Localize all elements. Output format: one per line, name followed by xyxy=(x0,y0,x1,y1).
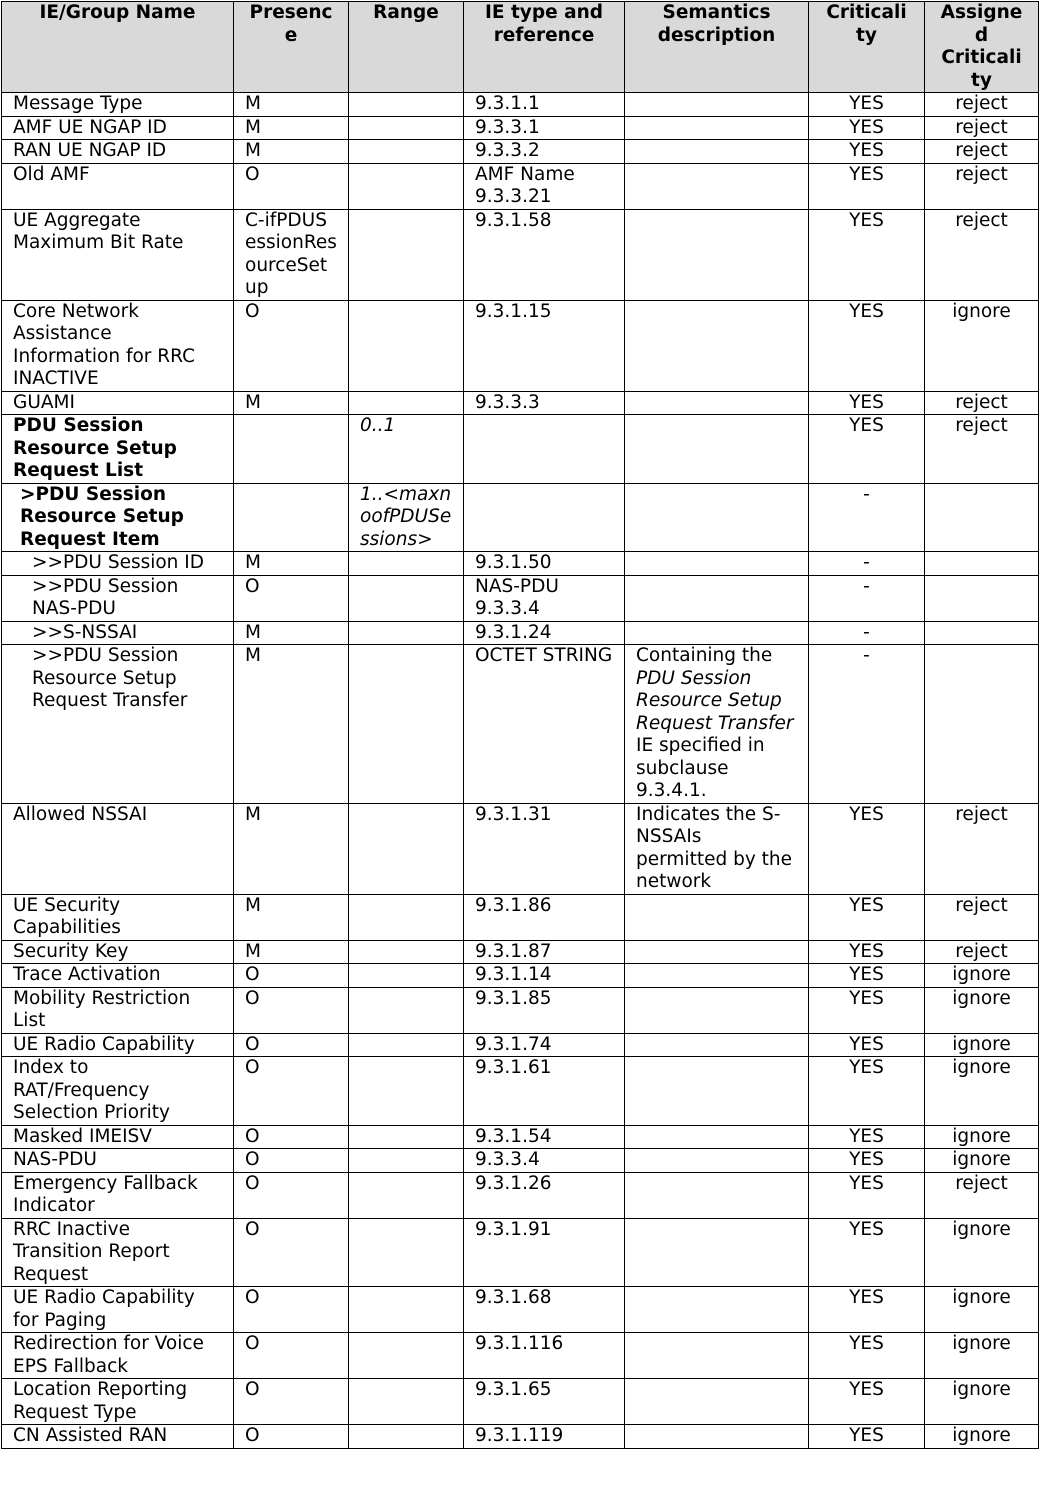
ie-name: >PDU Session Resource Setup Request Item xyxy=(2,483,234,552)
criticality: YES xyxy=(809,1379,925,1425)
ie-name: Redirection for Voice EPS Fallback xyxy=(2,1333,234,1379)
assigned-criticality: ignore xyxy=(925,1333,1039,1379)
ie-type: 9.3.1.15 xyxy=(464,300,625,391)
ie-type: 9.3.1.86 xyxy=(464,894,625,940)
semantics xyxy=(625,140,809,164)
assigned-criticality xyxy=(925,552,1039,576)
semantics xyxy=(625,987,809,1033)
ie-table xyxy=(1,1,1039,1449)
table-row xyxy=(2,940,1039,964)
range xyxy=(349,1425,464,1449)
header-presence xyxy=(234,2,349,93)
assigned-criticality: ignore xyxy=(925,1425,1039,1449)
criticality: YES xyxy=(809,1333,925,1379)
ie-name: GUAMI xyxy=(2,391,234,415)
presence: M xyxy=(234,391,349,415)
ie-type: 9.3.1.87 xyxy=(464,940,625,964)
ie-name: NAS-PDU xyxy=(2,1149,234,1173)
presence: M xyxy=(234,140,349,164)
table-row xyxy=(2,1057,1039,1126)
presence: O xyxy=(234,300,349,391)
table-row xyxy=(2,163,1039,209)
range xyxy=(349,1172,464,1218)
range xyxy=(349,552,464,576)
assigned-criticality: ignore xyxy=(925,1149,1039,1173)
ie-type: 9.3.1.91 xyxy=(464,1218,625,1287)
criticality: YES xyxy=(809,140,925,164)
header-row xyxy=(2,2,1039,93)
criticality: YES xyxy=(809,93,925,117)
criticality: YES xyxy=(809,803,925,894)
ie-name: Trace Activation xyxy=(2,964,234,988)
assigned-criticality: ignore xyxy=(925,987,1039,1033)
ie-type: 9.3.3.2 xyxy=(464,140,625,164)
range: 1..<maxnoofPDUSessions> xyxy=(349,483,464,552)
ie-type: 9.3.1.1 xyxy=(464,93,625,117)
semantics xyxy=(625,621,809,645)
presence: O xyxy=(234,1287,349,1333)
ie-type-line: 9.3.3.21 xyxy=(475,186,552,207)
ie-name: Allowed NSSAI xyxy=(2,803,234,894)
assigned-criticality xyxy=(925,621,1039,645)
ie-type: 9.3.1.61 xyxy=(464,1057,625,1126)
range xyxy=(349,645,464,804)
ie-name: Masked IMEISV xyxy=(2,1125,234,1149)
ie-type: 9.3.1.65 xyxy=(464,1379,625,1425)
table-row xyxy=(2,116,1039,140)
criticality: YES xyxy=(809,116,925,140)
ie-name: PDU Session Resource Setup Request List xyxy=(2,415,234,484)
ie-name: AMF UE NGAP ID xyxy=(2,116,234,140)
table-row xyxy=(2,1287,1039,1333)
ie-name: Mobility Restriction List xyxy=(2,987,234,1033)
semantics-text: IE specified in subclause 9.3.4.1. xyxy=(636,735,765,801)
assigned-criticality: ignore xyxy=(925,1379,1039,1425)
semantics-text: Containing the xyxy=(636,645,773,666)
presence: M xyxy=(234,116,349,140)
range xyxy=(349,1149,464,1173)
semantics xyxy=(625,116,809,140)
ie-name: Location Reporting Request Type xyxy=(2,1379,234,1425)
semantics xyxy=(625,1287,809,1333)
criticality: - xyxy=(809,552,925,576)
table-row xyxy=(2,1218,1039,1287)
table-row xyxy=(2,300,1039,391)
range: 0..1 xyxy=(349,415,464,484)
semantics xyxy=(625,964,809,988)
ie-type: 9.3.1.85 xyxy=(464,987,625,1033)
semantics xyxy=(625,1425,809,1449)
ie-type: 9.3.1.116 xyxy=(464,1333,625,1379)
criticality: YES xyxy=(809,1149,925,1173)
range xyxy=(349,391,464,415)
header-assigned-criticality-label: Assigne d Criticali ty xyxy=(940,2,1023,91)
ie-type-line: NAS-PDU xyxy=(475,575,559,597)
range xyxy=(349,940,464,964)
assigned-criticality: ignore xyxy=(925,300,1039,391)
semantics xyxy=(625,1333,809,1379)
ie-name: >>S-NSSAI xyxy=(2,621,234,645)
range xyxy=(349,1379,464,1425)
table-row xyxy=(2,391,1039,415)
header-range xyxy=(349,2,464,93)
semantics xyxy=(625,1149,809,1173)
presence: O xyxy=(234,1149,349,1173)
table-row xyxy=(2,1379,1039,1425)
ie-name: Emergency Fallback Indicator xyxy=(2,1172,234,1218)
ie-type xyxy=(464,415,625,484)
header-ie-group-name-label: IE/Group Name xyxy=(39,2,196,23)
presence: O xyxy=(234,1172,349,1218)
semantics xyxy=(625,1172,809,1218)
presence: O xyxy=(234,1425,349,1449)
ie-name: UE Radio Capability for Paging xyxy=(2,1287,234,1333)
criticality: YES xyxy=(809,987,925,1033)
ie-type: 9.3.3.3 xyxy=(464,391,625,415)
table-row xyxy=(2,209,1039,300)
assigned-criticality xyxy=(925,483,1039,552)
ie-type: 9.3.3.4 xyxy=(464,1149,625,1173)
table-row xyxy=(2,552,1039,576)
criticality: YES xyxy=(809,940,925,964)
table-row xyxy=(2,1149,1039,1173)
semantics xyxy=(625,894,809,940)
ie-type: 9.3.1.54 xyxy=(464,1125,625,1149)
assigned-criticality: reject xyxy=(925,894,1039,940)
criticality: YES xyxy=(809,964,925,988)
assigned-criticality xyxy=(925,575,1039,621)
ie-type: 9.3.3.1 xyxy=(464,116,625,140)
semantics: Indicates the S-NSSAIs permitted by the network xyxy=(625,803,809,894)
range xyxy=(349,116,464,140)
ie-name: UE Radio Capability xyxy=(2,1033,234,1057)
assigned-criticality: ignore xyxy=(925,1125,1039,1149)
presence: M xyxy=(234,621,349,645)
assigned-criticality: reject xyxy=(925,93,1039,117)
range xyxy=(349,1125,464,1149)
criticality: YES xyxy=(809,1172,925,1218)
criticality: YES xyxy=(809,209,925,300)
header-range-label: Range xyxy=(373,2,439,23)
range xyxy=(349,163,464,209)
range xyxy=(349,140,464,164)
presence: O xyxy=(234,1379,349,1425)
criticality: YES xyxy=(809,1033,925,1057)
ie-type xyxy=(464,575,625,621)
presence: M xyxy=(234,93,349,117)
table-row xyxy=(2,1333,1039,1379)
range xyxy=(349,93,464,117)
ie-name: Core Network Assistance Information for RRC INACTIVE xyxy=(2,300,234,391)
semantics xyxy=(625,645,809,804)
table-row xyxy=(2,803,1039,894)
ie-type: 9.3.1.50 xyxy=(464,552,625,576)
assigned-criticality: ignore xyxy=(925,1287,1039,1333)
presence: O xyxy=(234,1125,349,1149)
semantics xyxy=(625,93,809,117)
header-presence-label: Presenc e xyxy=(249,2,333,46)
ie-type xyxy=(464,163,625,209)
criticality: YES xyxy=(809,415,925,484)
table-row xyxy=(2,1033,1039,1057)
presence xyxy=(234,483,349,552)
semantics xyxy=(625,391,809,415)
semantics-ie-reference: PDU Session Resource Setup Request Transfer xyxy=(636,667,794,734)
presence: O xyxy=(234,987,349,1033)
table-row xyxy=(2,964,1039,988)
presence: O xyxy=(234,575,349,621)
assigned-criticality: reject xyxy=(925,209,1039,300)
ie-type-line: AMF Name xyxy=(475,163,575,185)
table-row xyxy=(2,1172,1039,1218)
range xyxy=(349,894,464,940)
ie-type: 9.3.1.24 xyxy=(464,621,625,645)
criticality: - xyxy=(809,483,925,552)
criticality: - xyxy=(809,621,925,645)
criticality: YES xyxy=(809,1287,925,1333)
table-row-group xyxy=(2,483,1039,552)
range xyxy=(349,803,464,894)
presence: M xyxy=(234,803,349,894)
ie-type: 9.3.1.119 xyxy=(464,1425,625,1449)
assigned-criticality: reject xyxy=(925,803,1039,894)
semantics xyxy=(625,1057,809,1126)
assigned-criticality: ignore xyxy=(925,1033,1039,1057)
semantics xyxy=(625,1218,809,1287)
ie-name: CN Assisted RAN xyxy=(2,1425,234,1449)
range xyxy=(349,1333,464,1379)
header-criticality-label: Criticali ty xyxy=(826,2,907,46)
header-semantics xyxy=(625,2,809,93)
header-ie-group-name xyxy=(2,2,234,93)
table-row xyxy=(2,140,1039,164)
table-row xyxy=(2,93,1039,117)
assigned-criticality: ignore xyxy=(925,1057,1039,1126)
criticality: YES xyxy=(809,1425,925,1449)
ie-type: 9.3.1.58 xyxy=(464,209,625,300)
semantics xyxy=(625,552,809,576)
ie-name: RAN UE NGAP ID xyxy=(2,140,234,164)
range xyxy=(349,300,464,391)
table-row xyxy=(2,621,1039,645)
ie-name: Security Key xyxy=(2,940,234,964)
header-criticality xyxy=(809,2,925,93)
semantics xyxy=(625,1033,809,1057)
ie-name: >>PDU Session ID xyxy=(2,552,234,576)
ie-type-line: 9.3.3.4 xyxy=(475,598,540,619)
ie-name: Message Type xyxy=(2,93,234,117)
ie-name: >>PDU Session Resource Setup Request Transfer xyxy=(2,645,234,804)
presence: C-ifPDUSessionResourceSetup xyxy=(234,209,349,300)
ie-type: 9.3.1.68 xyxy=(464,1287,625,1333)
presence: M xyxy=(234,894,349,940)
assigned-criticality: reject xyxy=(925,140,1039,164)
ie-type: 9.3.1.74 xyxy=(464,1033,625,1057)
presence: O xyxy=(234,1033,349,1057)
ie-name: UE Security Capabilities xyxy=(2,894,234,940)
criticality: YES xyxy=(809,391,925,415)
table-row xyxy=(2,645,1039,804)
range xyxy=(349,1287,464,1333)
semantics xyxy=(625,483,809,552)
presence: M xyxy=(234,552,349,576)
assigned-criticality: reject xyxy=(925,391,1039,415)
ie-name: >>PDU Session NAS-PDU xyxy=(2,575,234,621)
ie-type xyxy=(464,483,625,552)
presence: O xyxy=(234,964,349,988)
semantics xyxy=(625,1379,809,1425)
header-ie-type-label: IE type and reference xyxy=(485,2,603,46)
ie-type: 9.3.1.31 xyxy=(464,803,625,894)
assigned-criticality: reject xyxy=(925,116,1039,140)
criticality: YES xyxy=(809,894,925,940)
ie-type: 9.3.1.14 xyxy=(464,964,625,988)
range xyxy=(349,964,464,988)
presence: O xyxy=(234,1333,349,1379)
ie-name: Old AMF xyxy=(2,163,234,209)
semantics xyxy=(625,300,809,391)
criticality: - xyxy=(809,645,925,804)
presence xyxy=(234,415,349,484)
criticality: YES xyxy=(809,300,925,391)
semantics xyxy=(625,163,809,209)
ie-type: 9.3.1.26 xyxy=(464,1172,625,1218)
criticality: YES xyxy=(809,163,925,209)
semantics xyxy=(625,1125,809,1149)
header-ie-type xyxy=(464,2,625,93)
ie-name: Index to RAT/Frequency Selection Priority xyxy=(2,1057,234,1126)
semantics xyxy=(625,940,809,964)
criticality: YES xyxy=(809,1218,925,1287)
range xyxy=(349,987,464,1033)
assigned-criticality xyxy=(925,645,1039,804)
table-row xyxy=(2,987,1039,1033)
assigned-criticality: reject xyxy=(925,940,1039,964)
table-row xyxy=(2,1425,1039,1449)
ie-type: OCTET STRING xyxy=(464,645,625,804)
criticality: YES xyxy=(809,1057,925,1126)
assigned-criticality: ignore xyxy=(925,964,1039,988)
range xyxy=(349,1218,464,1287)
ie-name: UE Aggregate Maximum Bit Rate xyxy=(2,209,234,300)
semantics xyxy=(625,415,809,484)
presence: O xyxy=(234,1057,349,1126)
ie-name: RRC Inactive Transition Report Request xyxy=(2,1218,234,1287)
table-row xyxy=(2,894,1039,940)
table-row xyxy=(2,575,1039,621)
header-assigned-criticality xyxy=(925,2,1039,93)
semantics xyxy=(625,209,809,300)
criticality: YES xyxy=(809,1125,925,1149)
assigned-criticality: reject xyxy=(925,415,1039,484)
assigned-criticality: reject xyxy=(925,163,1039,209)
range xyxy=(349,621,464,645)
header-semantics-label: Semantics description xyxy=(657,2,776,46)
presence: M xyxy=(234,645,349,804)
presence: O xyxy=(234,163,349,209)
criticality: - xyxy=(809,575,925,621)
table-row xyxy=(2,1125,1039,1149)
range xyxy=(349,209,464,300)
presence: M xyxy=(234,940,349,964)
semantics xyxy=(625,575,809,621)
table-row-group xyxy=(2,415,1039,484)
range xyxy=(349,575,464,621)
presence: O xyxy=(234,1218,349,1287)
range xyxy=(349,1057,464,1126)
assigned-criticality: ignore xyxy=(925,1218,1039,1287)
range xyxy=(349,1033,464,1057)
assigned-criticality: reject xyxy=(925,1172,1039,1218)
